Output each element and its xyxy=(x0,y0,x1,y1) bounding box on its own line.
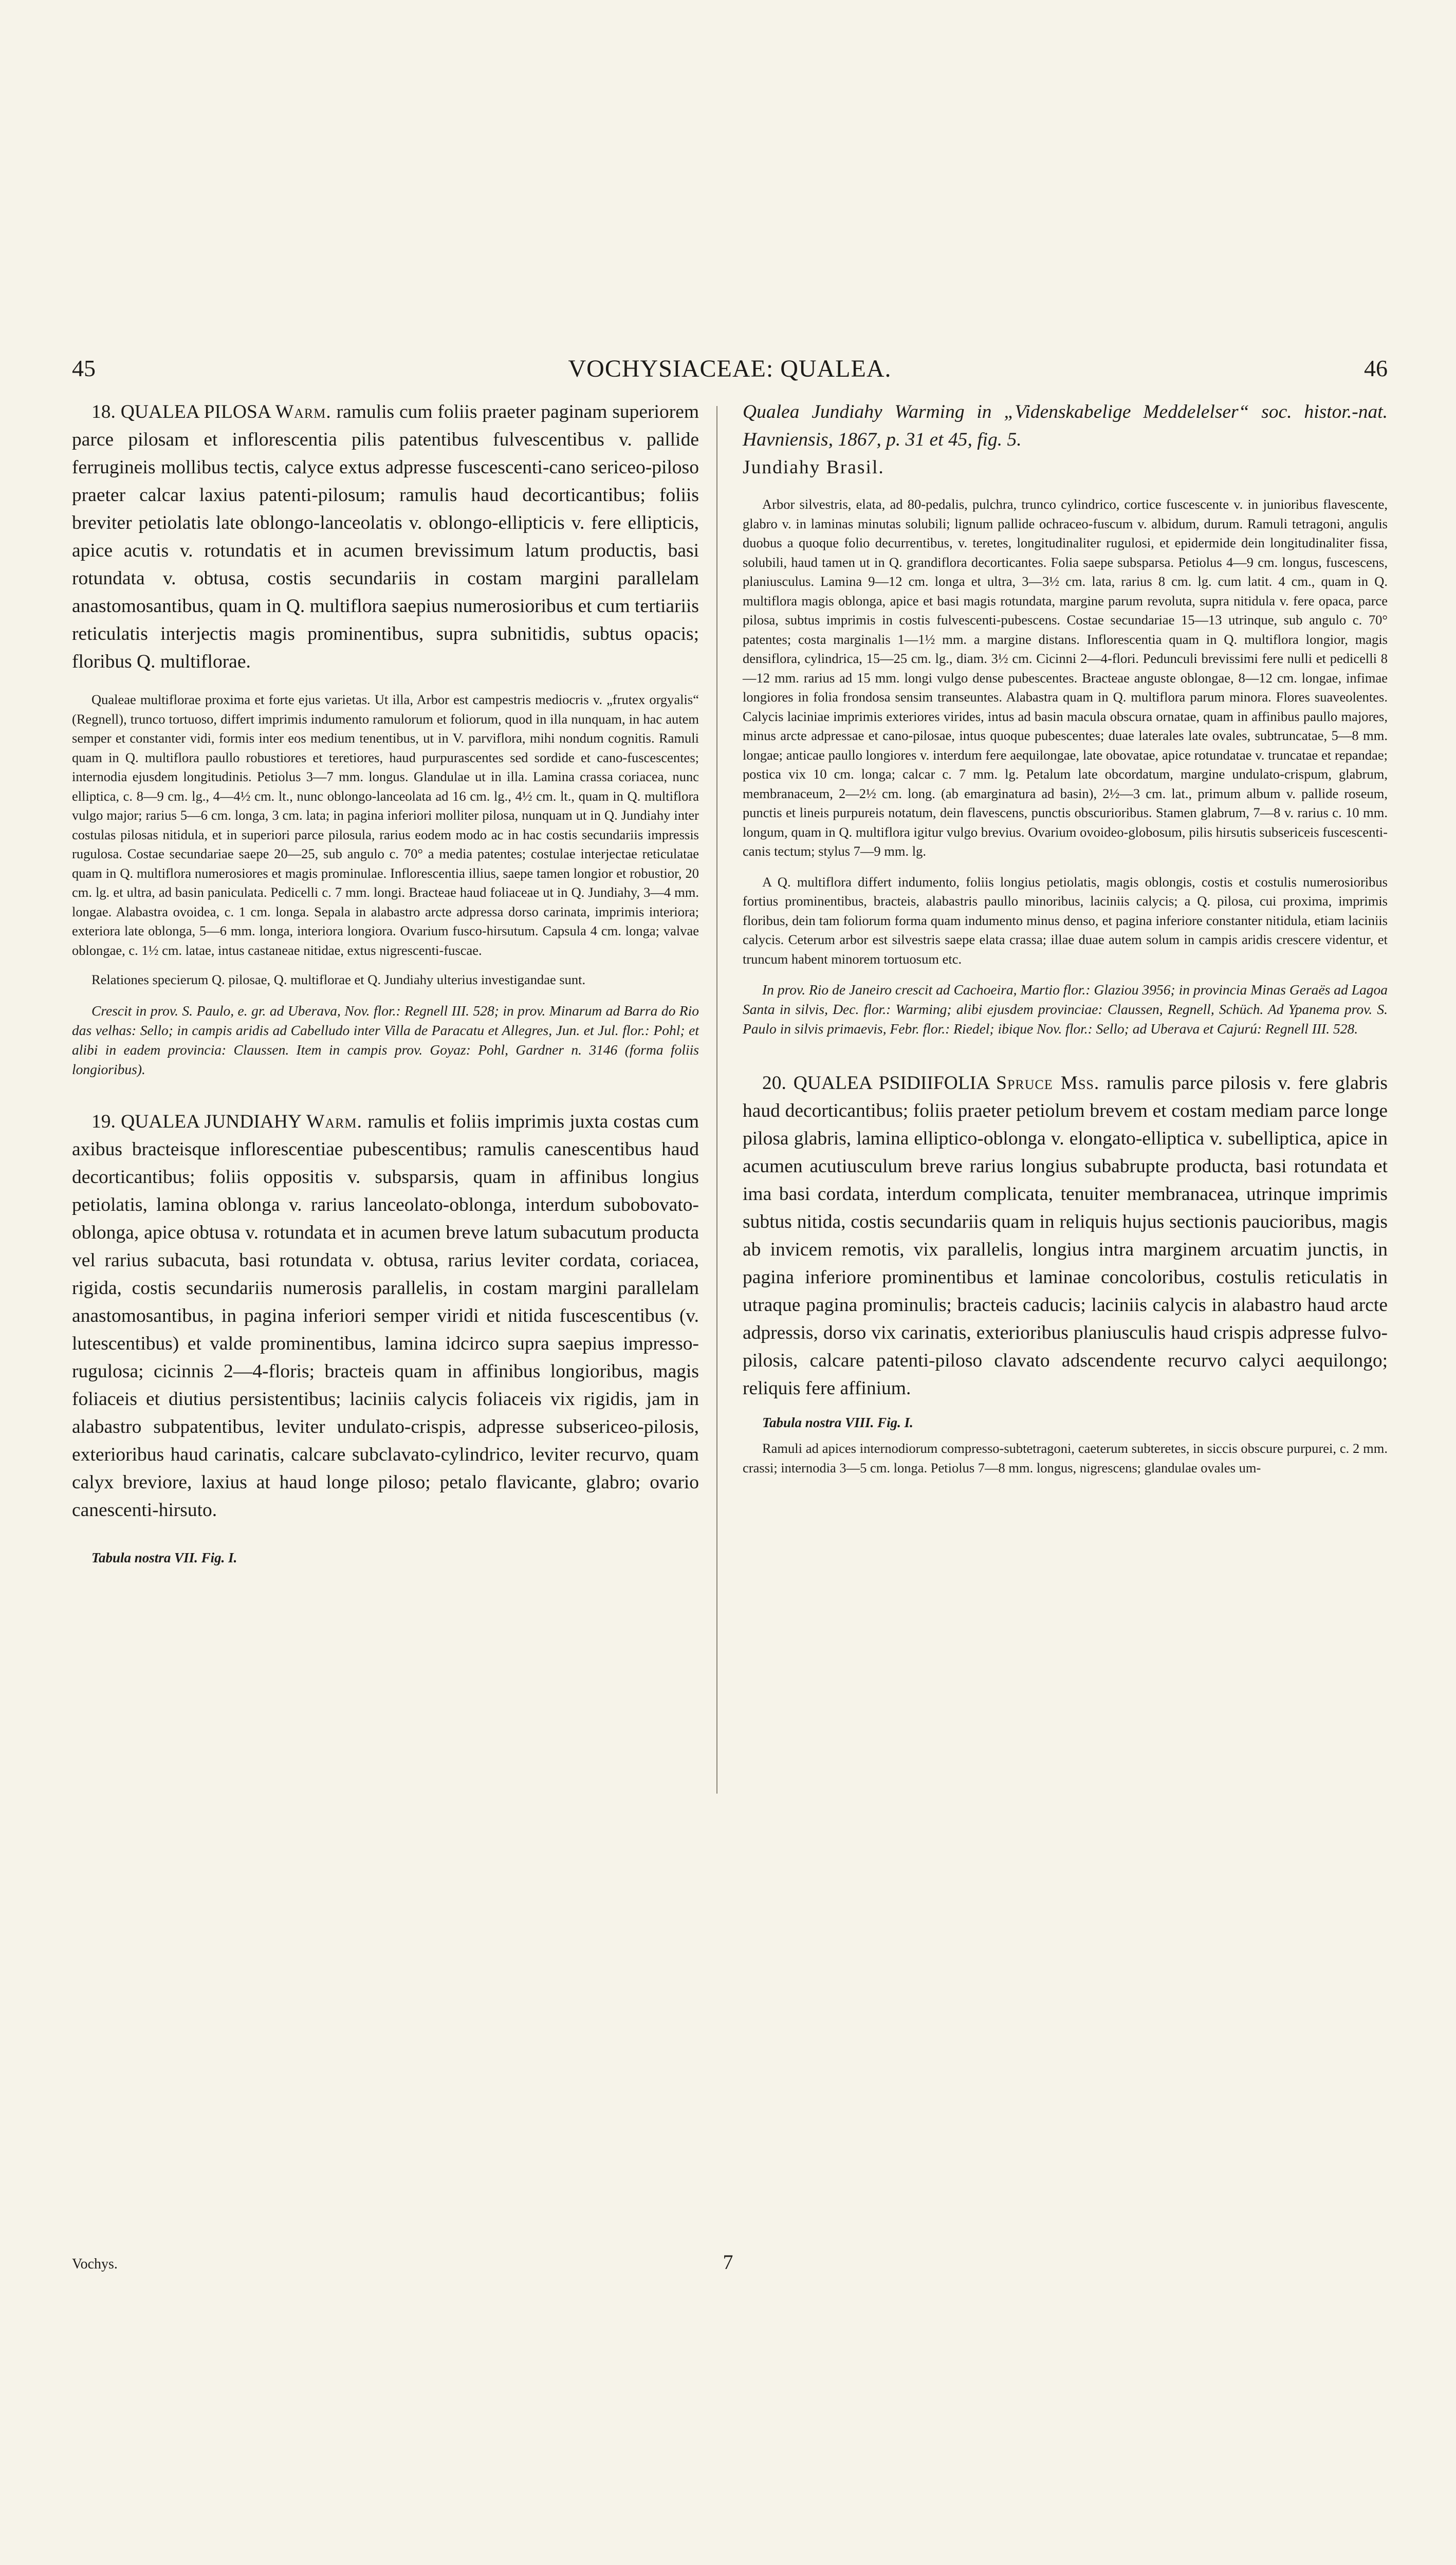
species-20-heading: 20. QUALEA PSIDIIFOLIA xyxy=(762,1073,989,1094)
species-19-vernacular: Jundiahy Brasil. xyxy=(743,457,884,478)
species-20-description xyxy=(743,1069,1388,1403)
species-19-heading: 19. QUALEA JUNDIAHY xyxy=(91,1111,301,1132)
species-19-detail: Arbor silvestris, elata, ad 80-pedalis, pulchra, trunco cylindrico, cortice fuscescente v. in junioribus flavescente, glabro v. in laminas minutas solubili; lignum pallide ochraceo-fuscum v. albidum, durum. Ramuli tetragoni, angulis duobus a quoque folio decurrentibus, v. teretes, longitudinaliter rugulosi, et epidermide dein longitudinaliter fissa, solubili, haud tamen ut in Q. grandiflora decorticantes. Folia saepe subsparsa. Petiolus 4—9 cm. longus, fuscescens, planiusculus. Lamina 9—12 cm. longa et ultra, 3—3½ cm. lata, rarius 8 cm. lg. cum latit. 4 cm., quam in Q. multiflora magis oblonga, apice et basi magis rotundata, margine parum revoluta, supra nitidula v. fere opaca, parce pilosa, subtus imprimis in costis fulvescenti-pubescens. Costae secundariae 15—13 utrinque, sub angulo c. 70° patentes; costa marginalis 1—1½ mm. a margine distans. Inflorescentia quam in Q. multiflora longior, magis densiflora, cylindrica, 15—25 cm. lg., diam. 3½ cm. Cicinni 2—4-flori. Pedunculi brevissimi fere nulli et pedicelli 8—12 mm. rarius ad 15 mm. longi vulgo dense pubescentes. Bracteae anguste oblongae, 8—12 cm. longae, infimae longiores in folia frondosa sensim transeuntes. Alabastra quam in Q. multiflora parum minora. Flores suaveolentes. Calycis laciniae imprimis exteriores virides, intus ad basin macula obscura ornatae, quam in affinibus paullo majores, minus arcte adpressae et cano-pilosae, intus quoque pubescentes; duae laterales late ovales, subtruncatae, 5—8 mm. longae; anticae paullo longiores v. interdum fere aequilongae, late obovatae, apice rotundatae v. truncatae et repandae; postica vix 10 cm. longa; calcar c. 7 mm. lg. Petalum late obcordatum, margine undulato-crispum, glabrum, membranaceum, 2—2½ cm. long. (ab emarginatura ad basin), 2½—3 cm. lat., primum album v. pallide roseum, punctis et lineis purpureis notatum, dein flavescens, punctis obscurioribus. Stamen glabrum, 7—8 v. rarius c. 10 mm. longum, quam in Q. multiflora igitur vulgo brevius. Ovarium ovoideo-globosum, pilis hirsutis subsericeis fuscescenti-canis tectum; stylus 7—9 mm. lg. xyxy=(743,496,1388,859)
species-18-author: Warm. xyxy=(275,401,331,422)
species-19-diagnosis: ramulis et foliis imprimis juxta costas cum axibus bracteisque inflorescentiae pubescentibus; ramulis canescentibus haud decorticantibus; foliis oppositis v. subsparsis, quam in affinibus longius petiolatis, lamina oblonga v. rarius lanceolato-oblonga, interdum subobovato-oblonga, apice obtusa v. rotundata et in acumen breve latum subacutum producta vel rarius subacuta, basi rotundata v. obtusa, rarius leviter cordata, coriacea, rigida, costis secundariis numerosis parallelis, in costam margini parallelam anastomosantibus, in pagina inferiori semper viridi et nitida fuscescentibus (v. lutescentibus) et valde prominentibus, lamina idcirco supra saepius impresso-rugulosa; cicinnis 2—4-floris; bracteis quam in affinibus longioribus, magis foliaceis et diutius persistentibus; laciniis calycis foliaceis vix rigidis, jam in alabastro subpatentibus, leviter undulato-crispis, adpresse subsericeo-pilosis, exterioribus haud carinatis, calcare subclavato-cylindrico, leviter recurvo, quam calyx breviore, laxius at haud longe piloso; petalo flavicante, glabro; ovario canescenti-hirsuto. xyxy=(72,1111,699,1521)
species-18-description xyxy=(72,398,699,676)
page-number-left: 45 xyxy=(72,355,96,381)
species-18-localities: Crescit in prov. S. Paulo, e. gr. ad Uberava, Nov. flor.: Regnell III. 528; in prov. Minarum ad Barra do Rio das velhas: Sello; in campis aridis ad Cabelludo inter Villa de Paracatu et Allegres, Jun. et Jul. flor.: Pohl; et alibi in eadem provincia: Claussen. Item in campis prov. Goyaz: Pohl, Gardner n. 3146 (forma foliis longioribus). xyxy=(72,1002,699,1077)
running-header xyxy=(72,355,1388,391)
running-title: VOCHYSIACEAE: QUALEA. xyxy=(568,355,892,382)
species-19-synonym: Qualea Jundiahy Warming in „Videnskabelige Meddelelser“ soc. histor.-nat. Havniensis, 1867, p. 31 et 45, fig. 5. xyxy=(743,401,1388,450)
sheet-signature: Vochys. xyxy=(72,2256,118,2272)
species-18-heading: 18. QUALEA PILOSA xyxy=(91,401,270,422)
species-20-diagnosis: ramulis parce pilosis v. fere glabris haud decorticantibus; foliis praeter petiolum brevem et costam mediam parce longe pilosa glabris, lamina elliptico-oblonga v. elongato-elliptica v. subelliptica, apice in acumen acutiusculum breve rarius longius subabrupte producta, basi rotundata et ima basi cordata, interdum complicata, tenuiter membranacea, utrinque imprimis subtus nitida, costis secundariis quam in reliquis hujus sectionis paucioribus, magis ab invicem remotis, vix parallelis, longius intra marginem arcuatim junctis, in pagina inferiore prominentibus et laminae concoloribus, costulis reticulatis in utraque pagina prominulis; bracteis caducis; laciniis calycis in alabastro haud arcte adpressis, dorso vix carinatis, exterioribus planiusculis haud crispis adpresse fulvo-pilosis, calcare patenti-piloso clavato adscendente recurvo calyci aequilongo; reliquis fere affinium. xyxy=(743,1073,1388,1399)
species-20-author: Spruce Mss. xyxy=(996,1073,1100,1094)
species-20-plate-caption: Tabula nostra VIII. Fig. I. xyxy=(762,1415,913,1430)
species-18-note: Qualeae multiflorae proxima et forte ejus varietas. Ut illa, Arbor est campestris mediocris v. „frutex orgyalis“ (Regnell), trunco tortuoso, differt imprimis indumento ramulorum et foliorum, quod in illa nunquam, in hac autem semper et constanter vidi, formis inter eos medium tenentibus, ut in V. parviflora, mihi nondum cognitis. Ramuli quam in Q. multiflora paullo robustiores et teretiores, haud purpurascentes sed sordide et cano-fuscescentes; internodia ejusdem longitudinis. Petiolus 3—7 mm. longus. Glandulae ut in illa. Lamina crassa coriacea, nunc elliptica, c. 8—9 cm. lg., 4—4½ cm. lt., nunc oblongo-lanceolata ad 16 cm. lg., 4½ cm. lt., quam in Q. multiflora vulgo major; rarius 5—6 cm. longa, 3 cm. lata; in pagina inferiori molliter pilosa, nunquam ut in Q. Jundiahy inter costulas pilosas nitidula, et in superiori parce pilosula, rarius eodem modo ac in hac costis secundariis impressis rugulosa. Costae secundariae saepe 20—25, sub angulo c. 70° a media patentes; costulae interjectae reticulatae quam in Q. multiflora numerosiores et magis prominulae. Inflorescentia illius, saepe tamen longior et robustior, 20 cm. lg. et ultra, ad basin paniculata. Pedicelli c. 7 mm. longi. Bracteae haud foliaceae ut in Q. Jundiahy, 3—4 mm. longae. Alabastra ovoidea, c. 1 cm. longa. Sepala in alabastro arcte adpressa dorso carinata, imprimis interiora; exteriora late oblonga, 5—6 mm. longa, interiora longiora. Ovarium fusco-hirsutum. Capsula 4 cm. longa; valvae oblongae, c. 1½ cm. latae, intus castaneae nitidae, extus nigrescenti-fuscae. xyxy=(72,692,699,958)
species-19-description xyxy=(72,1108,699,1524)
page-number-right: 46 xyxy=(1364,355,1388,381)
sheet-number: 7 xyxy=(723,2250,733,2274)
species-19-localities: In prov. Rio de Janeiro crescit ad Cachoeira, Martio flor.: Glaziou 3956; in provincia Minas Geraës ad Lagoa Santa in silvis, Dec. flor.: Warming; alibi ejusdem provinciae: Claussen, Regnell, Schüch. Ad Ypanema prov. S. Paulo in silvis primaevis, Febr. flor.: Riedel; ibique Nov. flor.: Sello; ad Uberava et Cajurú: Regnell III. 528. xyxy=(743,982,1388,1037)
species-19-author: Warm. xyxy=(306,1111,362,1132)
species-19-comparison: A Q. multiflora differt indumento, foliis longius petiolatis, magis oblongis, costis et costulis numerosioribus fortius prominentibus, bracteis, alabastris paullo minoribus, laciniis calycis; a Q. pilosa, cui proxima, imprimis floribus, dein tam foliorum forma quam indumento minus denso, et pagina inferiore constanter nitidula, etiam laciniis calycis. Ceterum arbor est silvestris saepe elata crassa; illae duae autem solum in campis aridis crescere videntur, et truncum habent minorem tortuosum etc. xyxy=(743,874,1388,967)
right-column xyxy=(743,398,1388,1478)
left-column xyxy=(72,398,699,1574)
species-18-diagnosis: ramulis cum foliis praeter paginam superiorem parce pilosam et inflorescentia pilis patentibus fulvescentibus v. pallide ferrugineis mollibus tectis, calyce extus adpresse fuscescenti-cano sericeo-piloso praeter calcar laxius patenti-pilosum; ramulis haud decorticantibus; foliis breviter petiolatis late oblongo-lanceolatis v. oblongo-ellipticis v. fere ellipticis, apice acutis v. rotundatis et in acumen brevissimum latum productis, basi rotundata v. obtusa, costis secundariis in costam margini parallelam anastomosantibus, quam in Q. multiflora saepius numerosioribus et cum tertiariis reticulatis interjectis magis prominentibus, supra subnitidis, subtus opacis; floribus Q. multiflorae. xyxy=(72,401,699,672)
species-18-relations: Relationes specierum Q. pilosae, Q. multiflorae et Q. Jundiahy ulterius investigandae sunt. xyxy=(91,972,586,987)
species-19-plate-caption: Tabula nostra VII. Fig. I. xyxy=(91,1549,237,1565)
species-20-detail: Ramuli ad apices internodiorum compresso-subtetragoni, caeterum subteretes, in siccis obscure purpurei, c. 2 mm. crassi; internodia 3—5 cm. longa. Petiolus 7—8 mm. longus, nigrescens; glandulae ovales um- xyxy=(743,1441,1388,1475)
column-divider xyxy=(716,406,717,1794)
